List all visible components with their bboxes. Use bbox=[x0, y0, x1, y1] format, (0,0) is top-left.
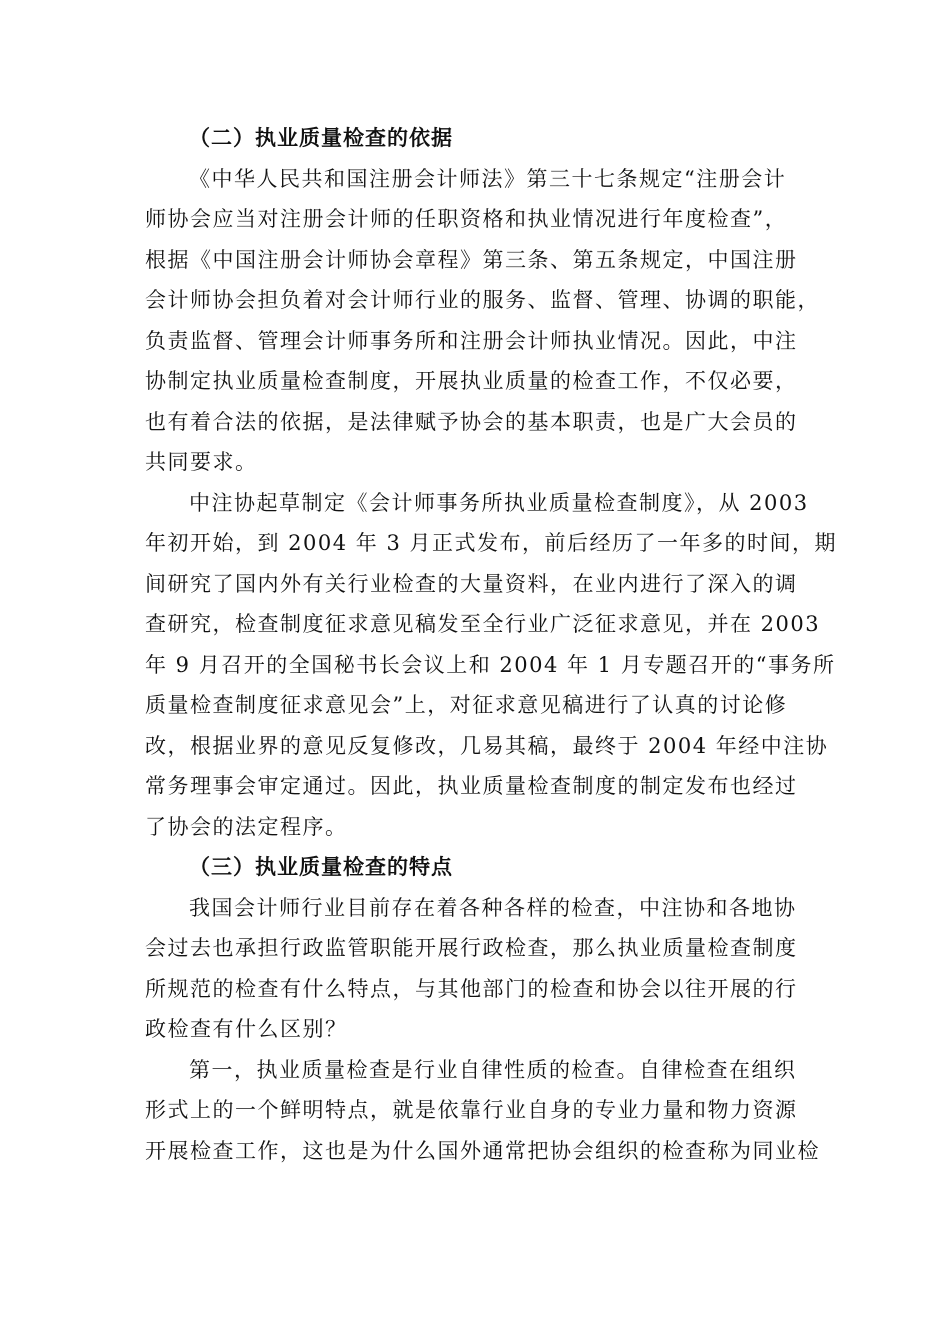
paragraph-line: 也有着合法的依据，是法律赋予协会的基本职责，也是广大会员的 bbox=[145, 409, 798, 434]
paragraph-line: 查研究，检查制度征求意见稿发至全行业广泛征求意见，并在 2003 bbox=[145, 612, 821, 636]
paragraph-line: 所规范的检查有什么特点，与其他部门的检查和协会以往开展的行 bbox=[145, 976, 798, 1001]
section-heading-basis: （二）执业质量检查的依据 bbox=[189, 126, 453, 150]
paragraph-line: 第一，执业质量检查是行业自律性质的检查。自律检查在组织 bbox=[189, 1057, 797, 1082]
paragraph-line: 中注协起草制定《会计师事务所执业质量检查制度》，从 2003 bbox=[189, 490, 809, 515]
paragraph-line: 质量检查制度征求意见会”上，对征求意见稿进行了认真的讨论修 bbox=[145, 693, 788, 717]
paragraph-line: 开展检查工作，这也是为什么国外通常把协会组织的检查称为同业检 bbox=[145, 1138, 820, 1163]
paragraph-line: 年初开始，到 2004 年 3 月正式发布，前后经历了一年多的时间，期 bbox=[145, 531, 838, 555]
document-page bbox=[145, 118, 838, 1171]
paragraph-drafting-process bbox=[145, 483, 838, 848]
paragraph-legal-basis bbox=[145, 159, 835, 483]
paragraph-line: 我国会计师行业目前存在着各种各样的检查，中注协和各地协 bbox=[189, 895, 797, 920]
paragraph-line: 常务理事会审定通过。因此，执业质量检查制度的制定发布也经过 bbox=[145, 774, 798, 798]
paragraph-self-regulation bbox=[145, 1050, 835, 1172]
paragraph-line: 协制定执业质量检查制度，开展执业质量的检查工作，不仅必要， bbox=[145, 369, 798, 393]
paragraph-line: 根据《中国注册会计师协会章程》第三条、第五条规定，中国注册 bbox=[145, 247, 798, 272]
paragraph-line: 会计师协会担负着对会计师行业的服务、监督、管理、协调的职能， bbox=[145, 288, 820, 312]
paragraph-line: 《中华人民共和国注册会计师法》第三十七条规定“注册会计 bbox=[189, 166, 787, 191]
paragraph-line: 间研究了国内外有关行业检查的大量资料，在业内进行了深入的调 bbox=[145, 571, 798, 596]
section-heading-features: （三）执业质量检查的特点 bbox=[189, 855, 453, 879]
paragraph-line: 改，根据业界的意见反复修改，几易其稿，最终于 2004 年经中注协 bbox=[145, 733, 829, 758]
paragraph-line: 了协会的法定程序。 bbox=[145, 814, 348, 839]
paragraph-line: 师协会应当对注册会计师的任职资格和执业情况进行年度检查”， bbox=[145, 207, 788, 231]
paragraph-line: 共同要求。 bbox=[145, 450, 258, 474]
paragraph-inspection-types bbox=[145, 888, 835, 1050]
paragraph-line: 政检查有什么区别？ bbox=[145, 1017, 348, 1041]
paragraph-line: 会过去也承担行政监管职能开展行政检查，那么执业质量检查制度 bbox=[145, 936, 798, 960]
paragraph-line: 负责监督、管理会计师事务所和注册会计师执业情况。因此，中注 bbox=[145, 328, 798, 353]
paragraph-line: 年 9 月召开的全国秘书长会议上和 2004 年 1 月专题召开的“事务所 bbox=[145, 652, 836, 677]
paragraph-line: 形式上的一个鲜明特点，就是依靠行业自身的专业力量和物力资源 bbox=[145, 1098, 798, 1122]
